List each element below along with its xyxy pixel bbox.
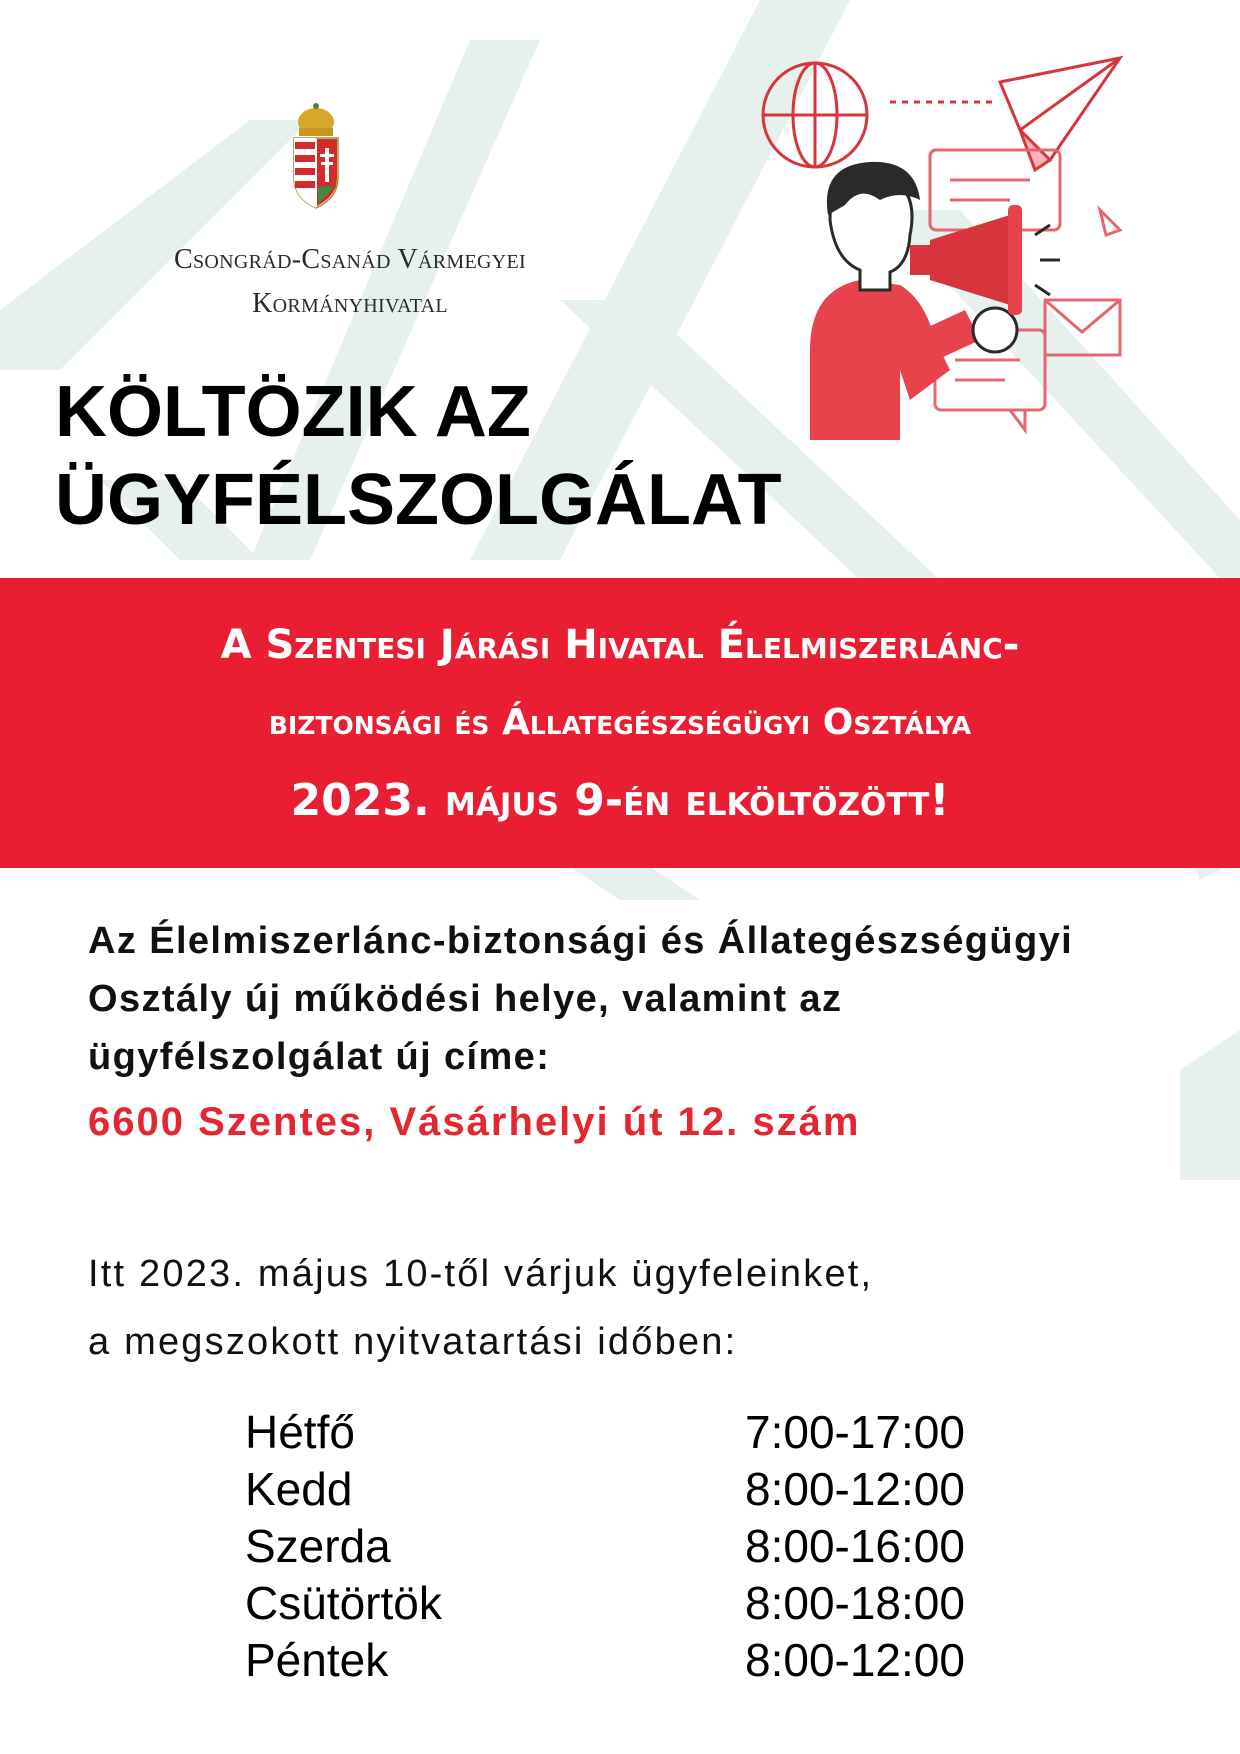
hours-day: Péntek bbox=[245, 1634, 389, 1686]
intro-line3: ügyfélszolgálat új címe: bbox=[88, 1036, 551, 1078]
hours-day: Kedd bbox=[245, 1463, 353, 1515]
intro-line2: Osztály új működési helye, valamint az bbox=[88, 978, 843, 1020]
hours-time: 8:00-12:00 bbox=[745, 1634, 965, 1686]
page-title bbox=[55, 368, 855, 544]
organization-name bbox=[60, 238, 640, 326]
announcement-banner bbox=[0, 578, 1240, 868]
opening-hours-table bbox=[245, 1404, 1005, 1689]
banner-line1: A Szentesi Járási Hivatal Élelmiszerlánc- bbox=[220, 622, 1020, 668]
hours-time: 8:00-16:00 bbox=[745, 1520, 965, 1572]
hours-day: Csütörtök bbox=[245, 1577, 442, 1629]
hungarian-coat-of-arms-icon bbox=[286, 100, 346, 215]
intro-line1: Az Élelmiszerlánc-biztonsági és Állategészségügyi bbox=[88, 920, 1074, 962]
hours-row bbox=[245, 1632, 1005, 1689]
hours-row bbox=[245, 1404, 1005, 1461]
hours-row bbox=[245, 1575, 1005, 1632]
hours-time: 8:00-12:00 bbox=[745, 1463, 965, 1515]
banner-line3: 2023. május 9-én elköltözött! bbox=[290, 775, 950, 826]
page-title-line1: KÖLTÖZIK AZ bbox=[55, 372, 531, 452]
hours-day: Szerda bbox=[245, 1520, 391, 1572]
hours-row bbox=[245, 1461, 1005, 1518]
opening-notice bbox=[88, 1240, 873, 1376]
hours-day: Hétfő bbox=[245, 1406, 355, 1458]
new-address: 6600 Szentes, Vásárhelyi út 12. szám bbox=[88, 1100, 861, 1144]
page-title-line2: ÜGYFÉLSZOLGÁLAT bbox=[55, 460, 782, 540]
intro-text bbox=[88, 912, 1168, 1086]
organization-name-line2: Kormányhivatal bbox=[252, 288, 448, 319]
hours-row bbox=[245, 1518, 1005, 1575]
hours-time: 7:00-17:00 bbox=[745, 1406, 965, 1458]
hours-time: 8:00-18:00 bbox=[745, 1577, 965, 1629]
banner-line2: biztonsági és Állategészségügyi Osztálya bbox=[268, 702, 972, 743]
organization-name-line1: Csongrád-Csanád Vármegyei bbox=[173, 244, 526, 275]
notice-line1: Itt 2023. május 10-től várjuk ügyfeleinket, bbox=[88, 1253, 874, 1295]
notice-line2: a megszokott nyitvatartási időben: bbox=[88, 1321, 738, 1363]
